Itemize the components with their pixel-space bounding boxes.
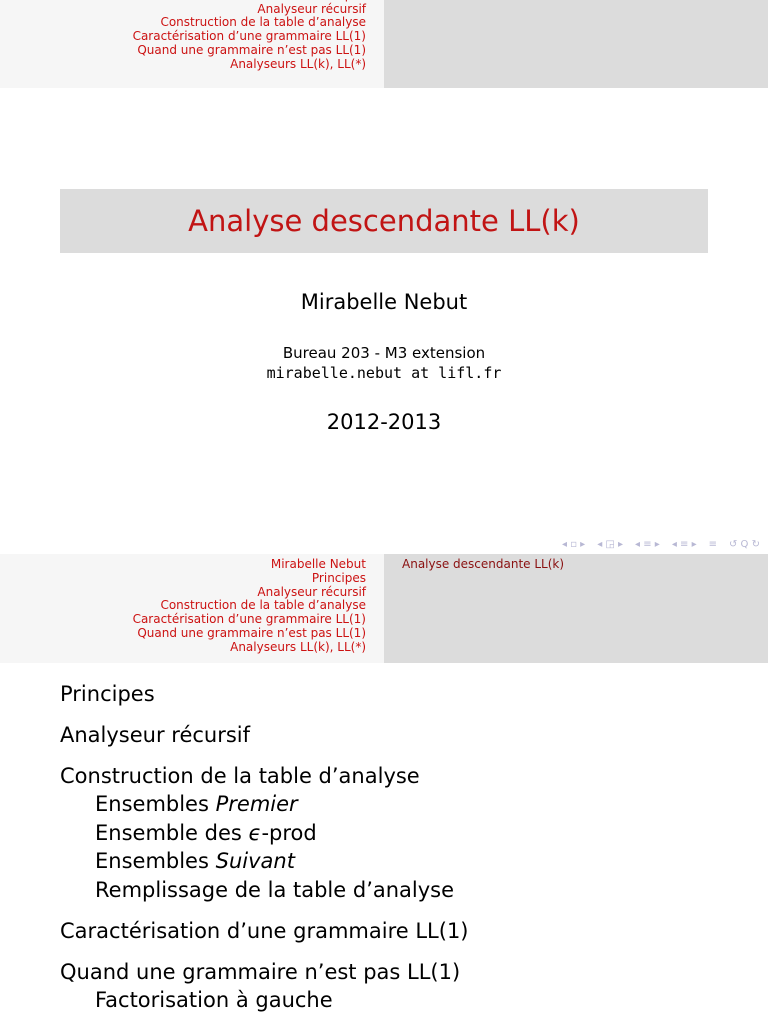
headline-section-link[interactable]: Quand une grammaire n’est pas LL(1): [137, 625, 366, 640]
search-back-forward-icon[interactable]: ↺ Q ↻: [729, 538, 760, 550]
headline-short-title: Analyse descendante LL(k): [402, 557, 565, 571]
headline-section-link[interactable]: Analyseurs LL(k), LL(*): [230, 639, 366, 654]
toc-subsection-label: -prod: [261, 820, 317, 845]
headline-section-link[interactable]: Caractérisation d’une grammaire LL(1): [132, 612, 366, 627]
headline-sections-frame1: [0, 0, 384, 88]
institute-line-1: Bureau 203 - M3 extension: [282, 344, 486, 362]
toc-section-construction-table[interactable]: Construction de la table d’analyse: [60, 764, 420, 788]
presentation-date: 2012-2013: [326, 410, 442, 434]
epsilon-symbol: ϵ: [248, 820, 262, 845]
table-of-contents: [60, 680, 750, 1015]
navigation-bar: [552, 536, 760, 552]
headline-section-link[interactable]: Analyseurs LL(k), LL(*): [230, 56, 366, 71]
headline-sections-frame2: [0, 554, 384, 663]
headline-section-link[interactable]: Quand une grammaire n’est pas LL(1): [137, 42, 366, 57]
title-block: [60, 189, 708, 253]
headline-section-link[interactable]: Construction de la table d’analyse: [160, 15, 366, 30]
headline-title-area-frame2: [384, 554, 768, 663]
toc-subsection-label: Ensemble des: [95, 820, 249, 845]
headline-section-link[interactable]: Principes: [311, 570, 366, 585]
headline-title-area-frame1: [384, 0, 768, 88]
section-nav-icon[interactable]: ◂ ≡ ▸: [635, 538, 660, 550]
toc-subsection-emphasis: Suivant: [215, 849, 295, 873]
author-name: Mirabelle Nebut: [300, 290, 468, 314]
headline-section-link[interactable]: Analyseur récursif: [257, 584, 366, 599]
toc-section-non-ll1[interactable]: Quand une grammaire n’est pas LL(1): [60, 960, 461, 984]
toc-subsection-remplissage[interactable]: Remplissage de la table d’analyse: [95, 877, 455, 902]
subsection-nav-icon[interactable]: ◂ ◲ ▸: [597, 538, 624, 550]
subsection-list-nav-icon[interactable]: ◂ ≡ ▸: [671, 538, 697, 550]
toc-subsection-label: Ensembles: [95, 792, 216, 816]
headline-section-link[interactable]: Analyseur récursif: [257, 1, 366, 16]
headline-frame1: [0, 0, 768, 88]
headline-author: Mirabelle Nebut: [270, 557, 366, 571]
presentation-title: Analyse descendante LL(k): [188, 204, 580, 238]
toc-subsection-emphasis: Premier: [215, 792, 298, 816]
toc-section-caracterisation[interactable]: Caractérisation d’une grammaire LL(1): [60, 919, 469, 943]
institute-line-2: mirabelle.nebut at lifl.fr: [266, 364, 502, 382]
toc-subsection-suivant[interactable]: [60, 847, 750, 876]
toc-subsection-label: Ensembles: [95, 849, 216, 873]
toc-subsection-epsilon-prod[interactable]: [60, 819, 750, 848]
headline-section-link[interactable]: Caractérisation d’une grammaire LL(1): [132, 29, 366, 44]
headline-section-link[interactable]: Construction de la table d’analyse: [160, 598, 366, 613]
toc-subsection-factorisation[interactable]: Factorisation à gauche: [95, 988, 333, 1012]
toc-section-principes[interactable]: Principes: [60, 682, 155, 706]
headline-frame2: [0, 554, 768, 663]
toc-subsection-premier[interactable]: [60, 790, 750, 819]
frame-nav-icon[interactable]: ◂ ▫ ▸: [562, 538, 586, 550]
document-nav-icon[interactable]: ≡: [708, 538, 717, 550]
toc-section-analyseur-recursif[interactable]: Analyseur récursif: [60, 723, 251, 747]
